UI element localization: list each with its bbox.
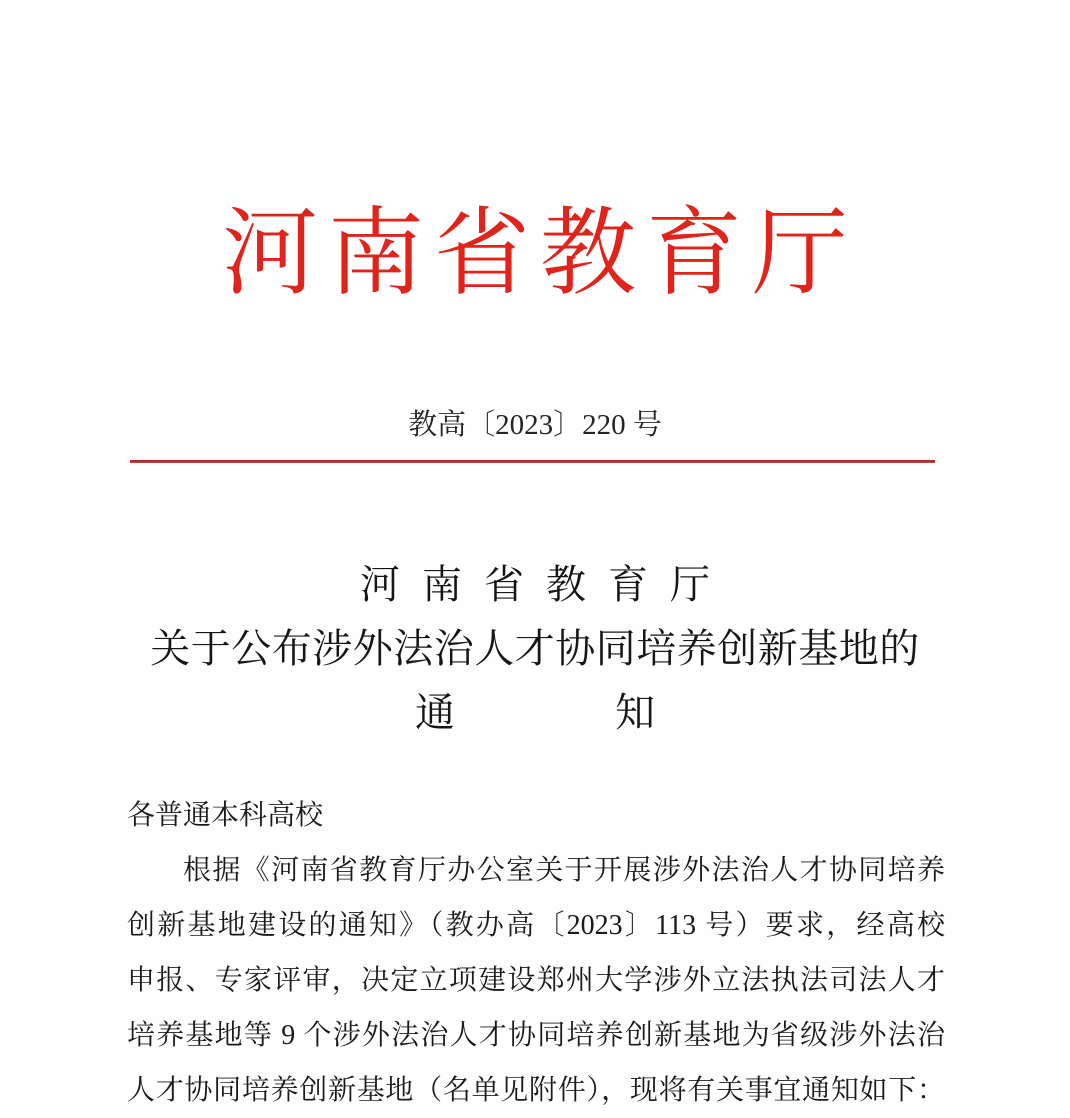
- notice-title-subject-line: 关于公布涉外法治人才协同培养创新基地的: [150, 626, 920, 671]
- paragraph-line: 申报、专家评审，决定立项建设郑州大学涉外立法执法司法人才: [127, 965, 945, 996]
- paragraph-line: 培养基地等 9 个涉外法治人才协同培养创新基地为省级涉外法治: [127, 1020, 945, 1051]
- notice-title-org-line: 河南省教育厅: [360, 562, 732, 607]
- document-number: 教高〔2023〕220 号: [408, 409, 662, 441]
- salutation: 各普通本科高校: [127, 800, 324, 831]
- paragraph-line: 根据《河南省教育厅办公室关于开展涉外法治人才协同培养: [183, 855, 945, 886]
- notice-title-notice-line: 通 知: [415, 690, 655, 735]
- notice-title: [0, 553, 1070, 745]
- paragraph-line: 人才协同培养创新基地（名单见附件），现将有关事宜通知如下：: [127, 1075, 945, 1106]
- agency-masthead: 河南省教育厅: [222, 200, 858, 307]
- notice-body: [127, 788, 945, 1118]
- red-divider-rule: [130, 460, 935, 463]
- paragraph-line: 创新基地建设的通知》（教办高〔2023〕113 号）要求，经高校: [127, 910, 945, 941]
